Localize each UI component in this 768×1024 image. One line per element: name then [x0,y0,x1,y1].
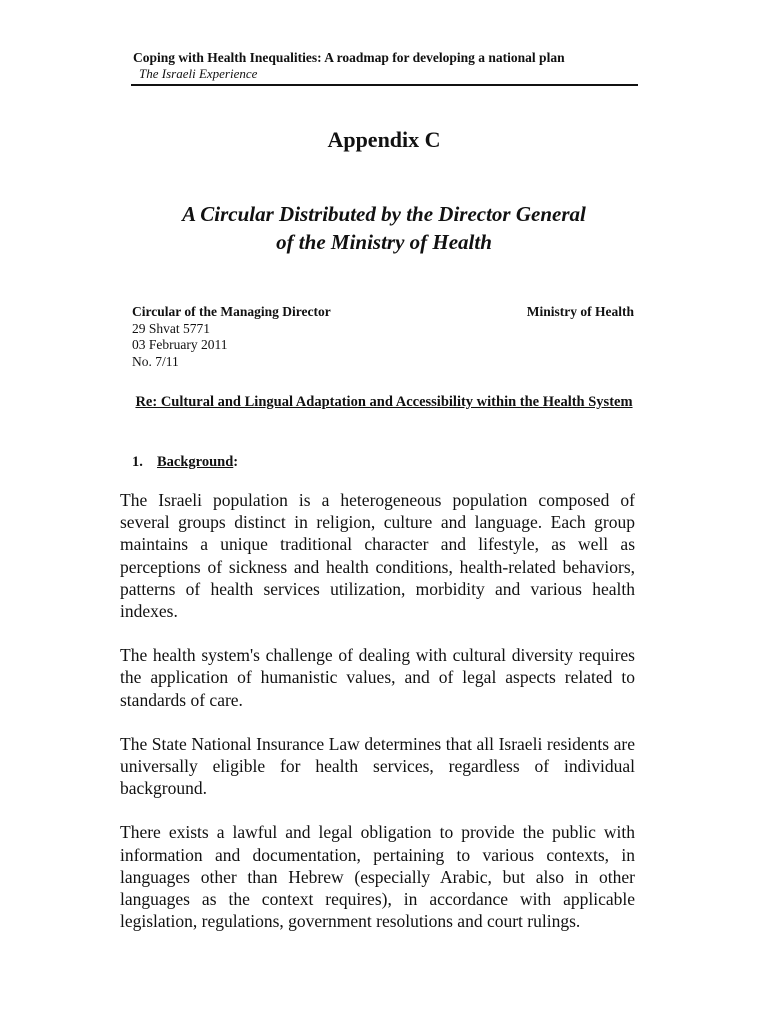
document-title-line-1: A Circular Distributed by the Director General [182,202,586,226]
document-title-line-2: of the Ministry of Health [276,230,492,254]
body-text [120,489,635,954]
subject-line: Re: Cultural and Lingual Adaptation and Accessibility within the Health System [135,394,633,410]
section-label: Background [157,454,234,470]
section-suffix: : [233,454,239,470]
gregorian-date: 03 February 2011 [132,337,228,352]
appendix-title: Appendix C [327,127,441,152]
running-header [131,50,638,86]
header-rule [131,84,638,86]
paragraph: The health system's challenge of dealing with cultural diversity requires the application of humanistic values, and of legal aspects related to standards of care. [120,645,635,710]
paragraph: The Israeli population is a heterogeneous population composed of several groups distinct in religion, culture and language. Each group maintains a unique traditional character and lifestyle, as well as perceptions of sickness and health conditions, health-related behaviors, patterns of health services utilization, morbidity and various health indexes. [120,490,635,622]
circular-label: Circular of the Managing Director [132,304,331,319]
section-heading [132,452,238,472]
header-subtitle: The Israeli Experience [139,66,258,81]
circular-meta [132,304,331,370]
section-number: 1. [132,454,143,470]
paragraph: The State National Insurance Law determines that all Israeli residents are universally eligible for health services, regardless of individual background. [120,733,635,799]
issuer: Ministry of Health [526,304,634,319]
circular-number: No. 7/11 [132,353,179,369]
paragraph: There exists a lawful and legal obligation to provide the public with information and documentation, pertaining to various contexts, in languages other than Hebrew (especially Arabic, but also in other languages as the context requires), in accordance with applicable legislation, regulations, government resolutions and court rulings. [120,822,635,932]
hebrew-date: 29 Shvat 5771 [132,320,211,336]
document-title [110,200,658,256]
header-title: Coping with Health Inequalities: A roadmap for developing a national plan [133,50,565,65]
